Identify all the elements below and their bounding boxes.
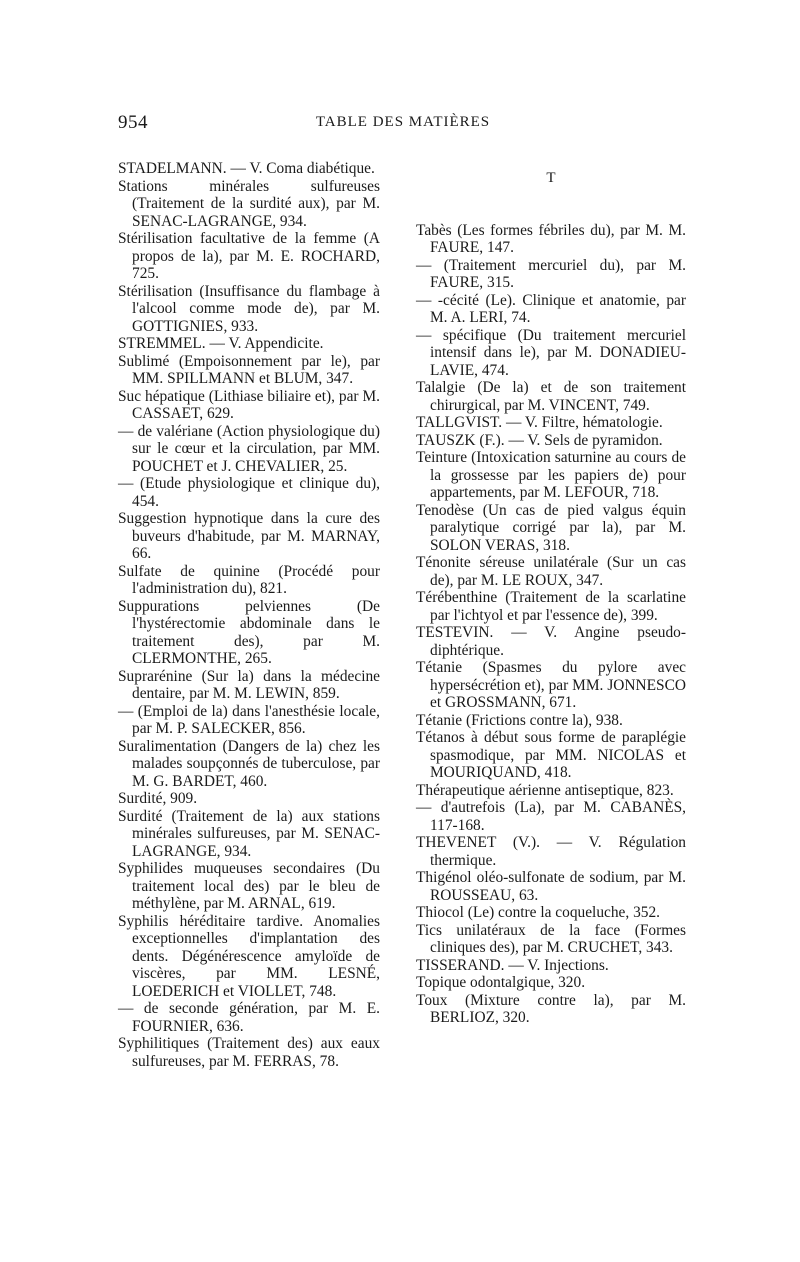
index-entry: — (Etude physiologique et clinique du), 454. [118, 475, 380, 510]
index-entry: Thérapeutique aérienne antiseptique, 823. [416, 781, 674, 799]
index-entry: Térébenthine (Traitement de la scarlatine par l'ichtyol et par l'essence de), 399. [416, 589, 686, 624]
index-entry: — de seconde génération, par M. E. FOURNIER, 636. [118, 1000, 380, 1035]
index-entry: — (Traitement mercuriel du), par M. FAURE, 315. [416, 256, 686, 291]
index-entry: Syphilis héréditaire tardive. Anomalies exceptionnelles d'implantation des dents. Dégénérescence amyloïde de viscères, par MM. LESNÉ, LOEDERICH et VIOLLET, 748. [118, 912, 380, 1000]
index-entry: Surdité, 909. [118, 790, 198, 807]
index-entry: Tabès (Les formes fébriles du), par M. M. FAURE, 147. [416, 221, 686, 256]
index-entry: — -cécité (Le). Clinique et anatomie, par M. A. LERI, 74. [416, 291, 686, 326]
index-entry: Stations minérales sulfureuses (Traitement de la surdité aux), par M. SENAC-LAGRANGE, 934. [118, 177, 380, 230]
index-entry: — spécifique (Du traitement mercuriel intensif dans le), par M. DONADIEU-LAVIE, 474. [416, 326, 686, 379]
index-entry: TISSERAND. — V. Injections. [416, 956, 609, 974]
section-letter: T [546, 170, 556, 186]
index-entry: Stérilisation facultative de la femme (A propos de la), par M. E. ROCHARD, 725. [118, 230, 380, 282]
index-entry: Tétanos à début sous forme de paraplégie spasmodique, par MM. NICOLAS et MOURIQUAND, 418. [416, 729, 686, 781]
index-entry: — d'autrefois (La), par M. CABANÈS, 117-168. [416, 799, 686, 834]
index-entry: Sulfate de quinine (Procédé pour l'administration du), 821. [118, 562, 380, 597]
index-entry: Suprarénine (Sur la) dans la médecine dentaire, par M. M. LEWIN, 859. [118, 667, 380, 702]
right-column [416, 160, 686, 1027]
index-entry: Sublimé (Empoisonnement par le), par MM. SPILLMANN et BLUM, 347. [118, 352, 380, 387]
index-entry: Syphilides muqueuses secondaires (Du traitement local des) par le bleu de méthylène, par M. ARNAL, 619. [118, 860, 380, 912]
index-entry: Suppurations pelviennes (De l'hystérectomie abdominale dans le traitement des), par M. CLERMONTHE, 265. [118, 597, 380, 667]
index-entry: TESTEVIN. — V. Angine pseudo-diphtérique. [416, 624, 686, 659]
index-entry: Toux (Mixture contre la), par M. BERLIOZ, 320. [416, 991, 686, 1026]
index-entry: — (Emploi de la) dans l'anesthésie locale, par M. P. SALECKER, 856. [118, 702, 380, 737]
index-entry: STADELMANN. — V. Coma diabétique. [118, 160, 375, 177]
running-title: TABLE DES MATIÈRES [315, 114, 491, 130]
index-entry: Tétanie (Frictions contre la), 938. [416, 711, 623, 729]
page-header [118, 112, 688, 140]
index-entry: Suc hépatique (Lithiase biliaire et), par M. CASSAET, 629. [118, 387, 380, 422]
index-entry: — de valériane (Action physiologique du) sur le cœur et la circulation, par MM. POUCHET et J. CHEVALIER, 25. [118, 422, 380, 475]
index-entry: Tics unilatéraux de la face (Formes cliniques des), par M. CRUCHET, 343. [416, 921, 686, 956]
index-entry: Suralimentation (Dangers de la) chez les malades soupçonnés de tuberculose, par M. G. BARDET, 460. [118, 737, 380, 790]
index-entry: Thigénol oléo-sulfonate de sodium, par M. ROUSSEAU, 63. [416, 869, 686, 904]
index-entry: Suggestion hypnotique dans la cure des buveurs d'habitude, par M. MARNAY, 66. [118, 510, 380, 562]
index-entry: Syphilitiques (Traitement des) aux eaux sulfureuses, par M. FERRAS, 78. [118, 1035, 380, 1070]
index-entry: TALLGVIST. — V. Filtre, hématologie. [416, 414, 663, 431]
index-entry: Topique odontalgique, 320. [416, 974, 586, 991]
index-entry: Teinture (Intoxication saturnine au cours de la grossesse par les papiers de) pour appartements, par M. LEFOUR, 718. [416, 449, 686, 501]
index-entry: Surdité (Traitement de la) aux stations minérales sulfureuses, par M. SENAC-LAGRANGE, 934. [118, 807, 380, 860]
index-entry: Stérilisation (Insuffisance du flambage à l'alcool comme mode de), par M. GOTTIGNIES, 933. [118, 282, 380, 335]
index-entry: Thiocol (Le) contre la coqueluche, 352. [416, 904, 661, 921]
index-entry: TAUSZK (F.). — V. Sels de pyramidon. [416, 431, 663, 449]
index-entry: STREMMEL. — V. Appendicite. [118, 335, 324, 352]
index-entry: Tétanie (Spasmes du pylore avec hypersécrétion et), par MM. JONNESCO et GROSSMANN, 671. [416, 659, 686, 711]
page-number: 954 [118, 112, 148, 133]
index-entry: Talalgie (De la) et de son traitement chirurgical, par M. VINCENT, 749. [416, 379, 686, 414]
left-column [118, 160, 380, 1070]
index-entry: Ténonite séreuse unilatérale (Sur un cas de), par M. LE ROUX, 347. [416, 554, 686, 589]
index-entry: Tenodèse (Un cas de pied valgus équin paralytique corrigé par la), par M. SOLON VERAS, 318. [416, 501, 686, 554]
index-entry: THEVENET (V.). — V. Régulation thermique. [416, 834, 686, 869]
